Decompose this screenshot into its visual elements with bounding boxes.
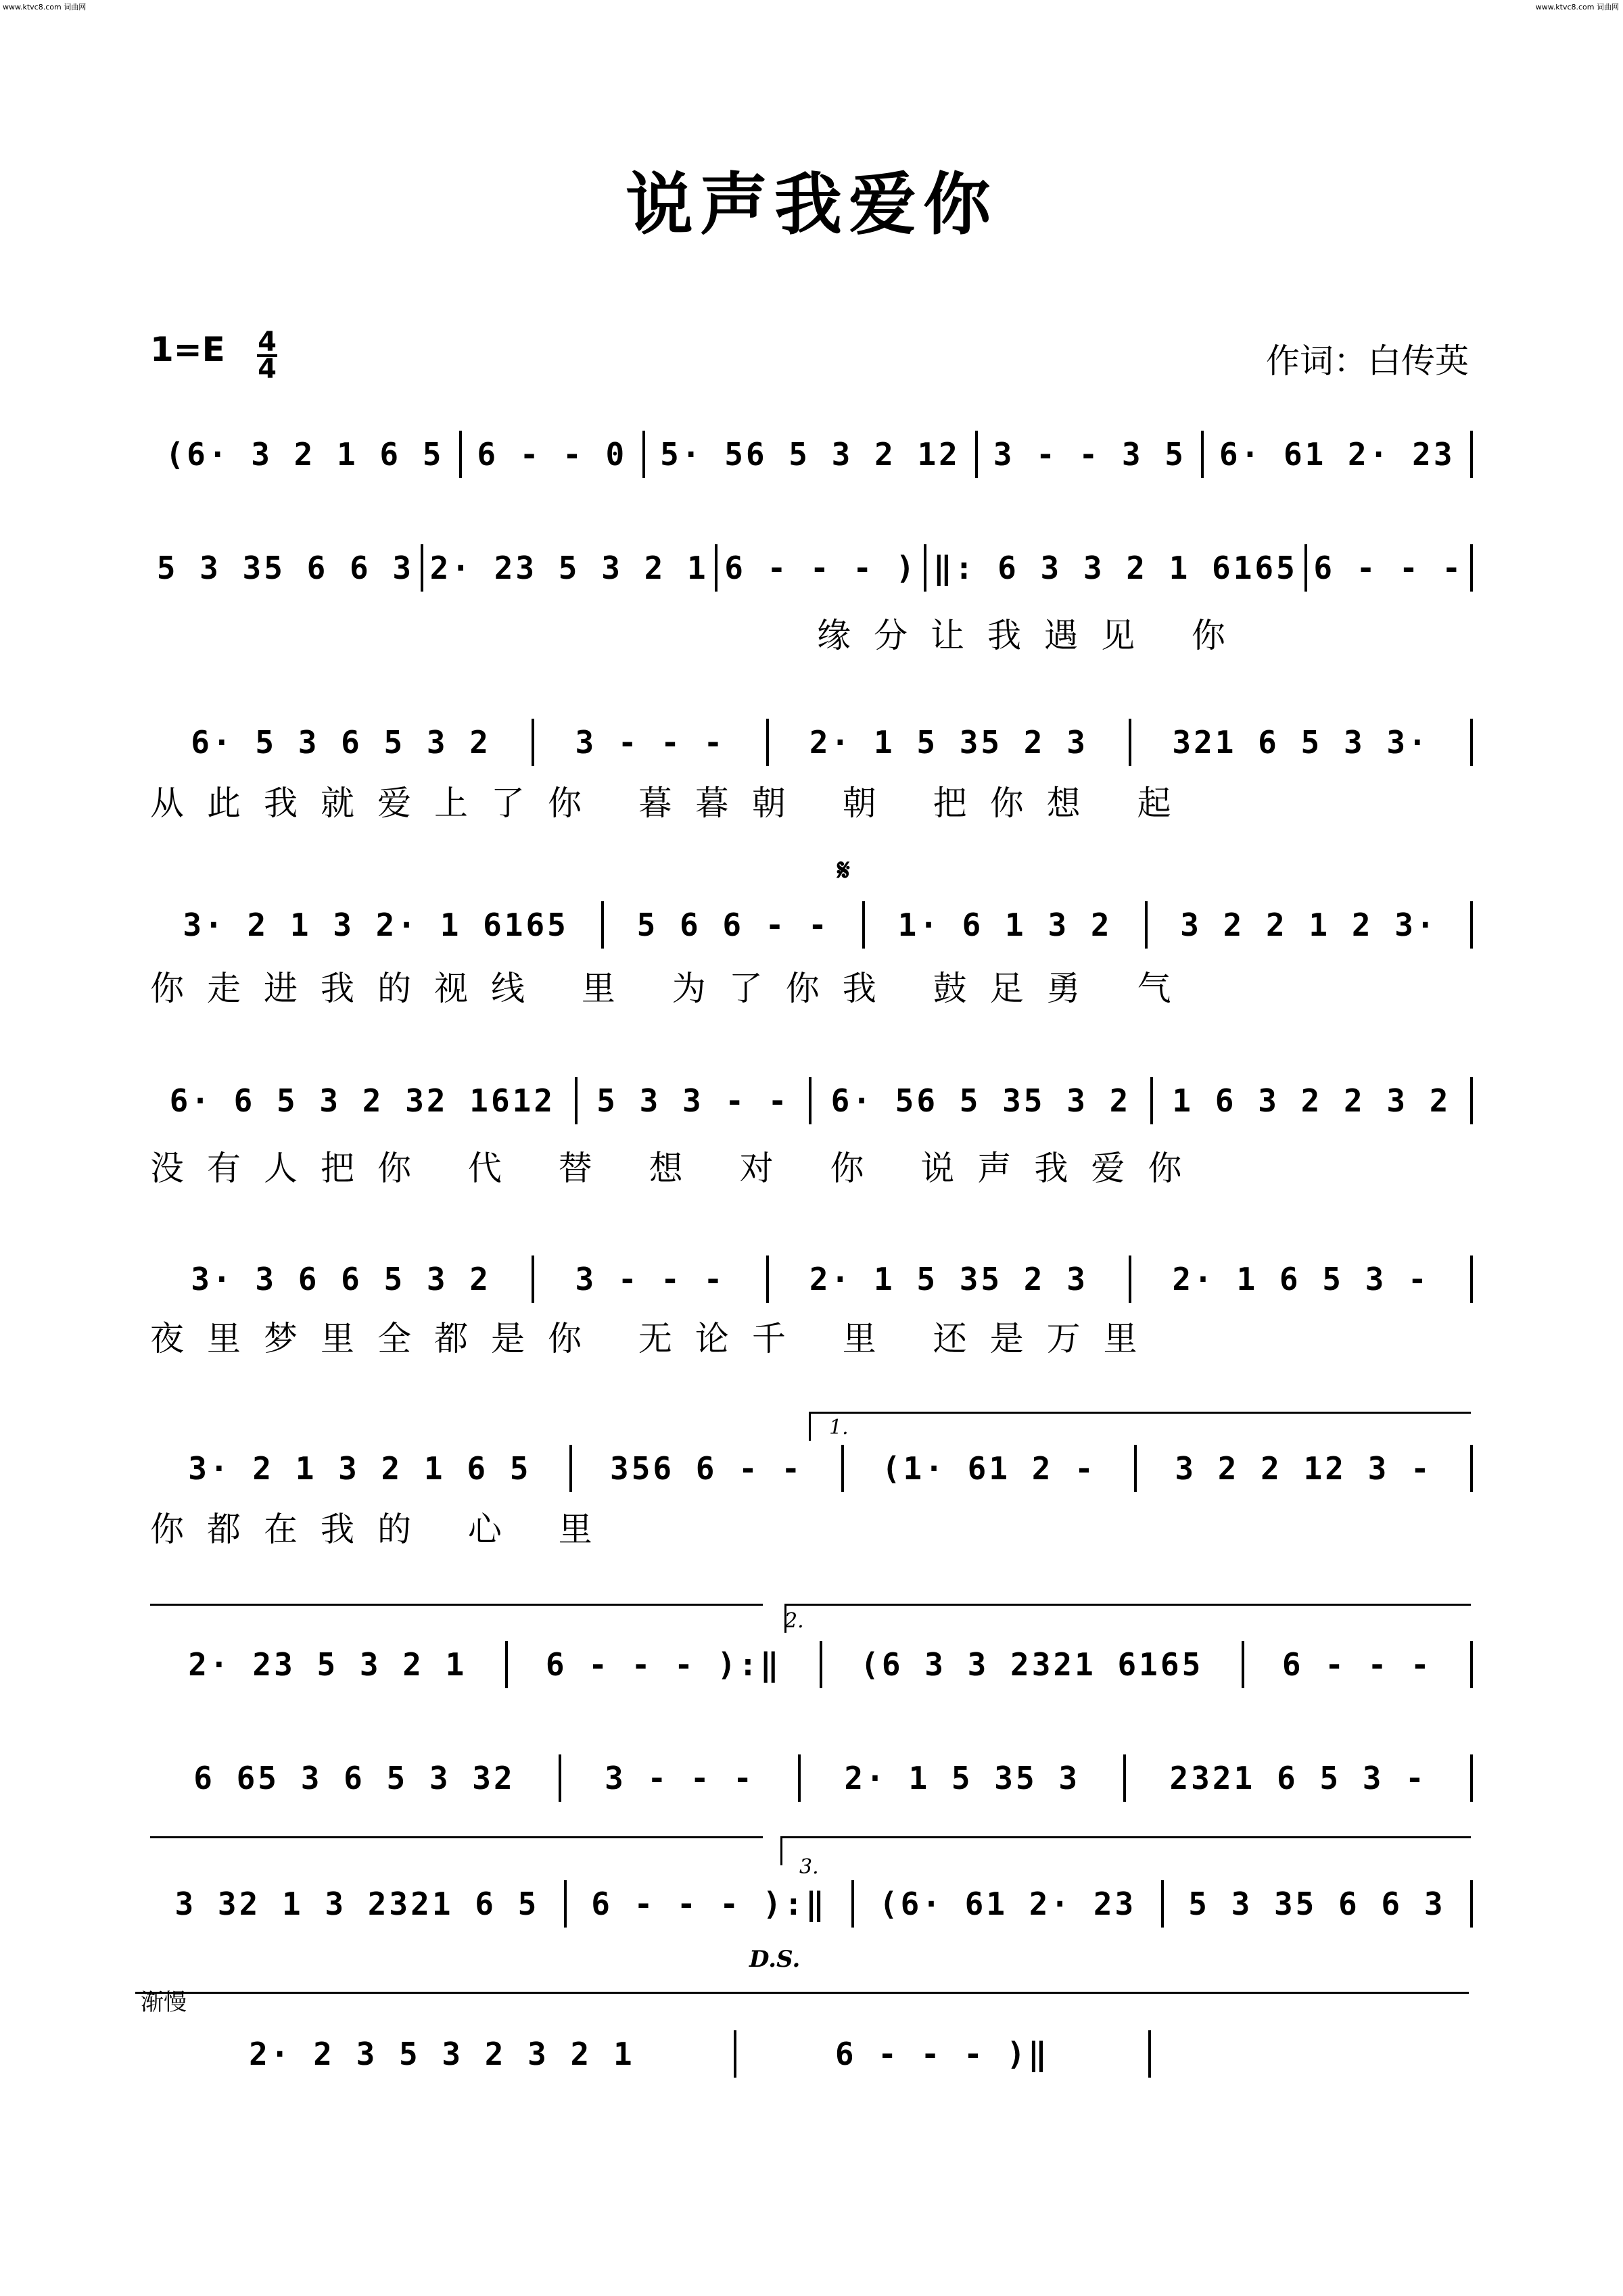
first-ending-line: [150, 1604, 763, 1606]
measure: ‖: 6 3 3 2 1 6165: [933, 550, 1298, 586]
second-ending-label: 2.: [784, 1609, 804, 1633]
lyrics-line-3: 从此我就爱上了你 暮暮朝 朝 把你想 起: [150, 784, 1194, 823]
barline: [1470, 431, 1473, 478]
measure: 5 6 6 - -: [636, 907, 830, 943]
measure: 6· 5 3 6 5 3 2: [191, 724, 491, 761]
barline: [1470, 1255, 1473, 1303]
song-title: 说声我爱你: [626, 164, 997, 244]
measure: 6 - - -: [1313, 550, 1464, 586]
measure: (1· 61 2 -: [881, 1450, 1096, 1487]
measure: 1· 6 1 3 2: [897, 907, 1112, 943]
music-row-7: [150, 1441, 1473, 1496]
music-row-9: [150, 1751, 1473, 1805]
first-ending-bracket: [809, 1412, 1471, 1441]
second-ending-bracket: [784, 1604, 1471, 1633]
measure: 2· 23 5 3 2 1: [188, 1646, 467, 1683]
measure: 2· 1 5 35 3: [844, 1760, 1081, 1796]
ritardando-line: [135, 1992, 1469, 1994]
measure: 5 3 3 - -: [596, 1082, 790, 1119]
time-signature-bottom: 4: [258, 354, 277, 385]
lyrics-line-5: 没有人把你 代 替 想 对 你 说声我爱你: [150, 1149, 1205, 1188]
key-signature: 1=E: [150, 330, 225, 369]
measure: 3 - - -: [605, 1760, 755, 1796]
measure: 2· 1 5 35 2 3: [809, 724, 1088, 761]
time-signature: [257, 327, 277, 385]
measure: 3· 3 6 6 5 3 2: [191, 1261, 491, 1297]
measure: 3 2 2 12 3 -: [1175, 1450, 1432, 1487]
music-row-1: [150, 427, 1473, 481]
measure: 321 6 5 3 3·: [1172, 724, 1430, 761]
measure: 6 - - - ):‖: [545, 1646, 782, 1683]
measure: 6 - - - ):‖: [591, 1886, 827, 1922]
barline: [1470, 1880, 1473, 1928]
ds-marking: D.S.: [749, 1946, 801, 1973]
measure: 3· 2 1 3 2· 1 6165: [183, 907, 569, 943]
lyrics-line-4: 你走进我的视线 里 为了你我 鼓足勇 气: [150, 969, 1194, 1008]
measure: 3 32 1 3 2321 6 5: [174, 1886, 540, 1922]
measure: (6· 61 2· 23: [878, 1886, 1137, 1922]
measure: 6· 61 2· 23: [1219, 436, 1455, 473]
measure: 5· 56 5 3 2 12: [660, 436, 960, 473]
measure: 2· 23 5 3 2 1: [429, 550, 709, 586]
measure: 2· 2 3 5 3 2 3 2 1: [249, 2036, 635, 2072]
measure: (6· 3 2 1 6 5: [165, 436, 444, 473]
music-row-5: [150, 1074, 1473, 1128]
second-ending-line: [150, 1836, 763, 1838]
measure: 1 6 3 2 2 3 2: [1172, 1082, 1451, 1119]
measure: 3 2 2 1 2 3·: [1180, 907, 1438, 943]
barline: [1148, 2030, 1151, 2078]
lyrics-line-7: 你都在我的 心 里: [150, 1510, 615, 1549]
measure: 356 6 - -: [610, 1450, 803, 1487]
barline: [1470, 719, 1473, 766]
barline: [1470, 901, 1473, 949]
site-watermark-right: www.ktvc8.com 词曲网: [1535, 3, 1619, 11]
lyricist: 作词：白传英: [1266, 341, 1469, 381]
measure: 3 - - -: [575, 724, 726, 761]
measure: 3 - - 3 5: [993, 436, 1186, 473]
third-ending-label: 3.: [799, 1855, 819, 1879]
measure: 3· 2 1 3 2 1 6 5: [188, 1450, 532, 1487]
music-row-3: [150, 715, 1473, 769]
barline: [1470, 1641, 1473, 1688]
barline: [1470, 544, 1473, 592]
lyrics-line-6: 夜里梦里全都是你 无论千 里 还是万里: [150, 1319, 1160, 1358]
barline: [1470, 1754, 1473, 1802]
measure: (6 3 3 2321 6165: [860, 1646, 1204, 1683]
measure: 6· 6 5 3 2 32 1612: [169, 1082, 556, 1119]
measure: 6 - - - )‖: [834, 2036, 1050, 2072]
measure: 6 - - -: [1281, 1646, 1432, 1683]
measure: 3 - - -: [575, 1261, 726, 1297]
measure: 5 3 35 6 6 3: [156, 550, 415, 586]
time-signature-top: 4: [258, 327, 277, 358]
measure: 6 - - 0: [477, 436, 628, 473]
music-row-6: [150, 1252, 1473, 1306]
ritardando-marking: 渐慢: [141, 1989, 187, 2016]
measure: 2321 6 5 3 -: [1169, 1760, 1427, 1796]
measure: 2· 1 6 5 3 -: [1172, 1261, 1430, 1297]
measure: 5 3 35 6 6 3: [1188, 1886, 1446, 1922]
measure: 6 65 3 6 5 3 32: [193, 1760, 515, 1796]
music-row-2: [150, 541, 1473, 595]
music-row-8: [150, 1637, 1473, 1692]
measure: 2· 1 5 35 2 3: [809, 1261, 1088, 1297]
measure: 6· 56 5 35 3 2: [830, 1082, 1131, 1119]
barline: [1470, 1445, 1473, 1492]
segno-icon: 𝄋: [837, 853, 850, 888]
music-row-10: [150, 1877, 1473, 1931]
lyrics-line-2: 缘分让我遇见 你: [817, 616, 1248, 655]
music-row-11: [150, 2027, 1151, 2081]
site-watermark-left: www.ktvc8.com 词曲网: [3, 3, 87, 11]
first-ending-label: 1.: [829, 1416, 849, 1439]
barline: [1470, 1077, 1473, 1124]
measure: 6 - - - ): [724, 550, 918, 586]
music-row-4: [150, 898, 1473, 952]
third-ending-bracket: [780, 1836, 1471, 1865]
